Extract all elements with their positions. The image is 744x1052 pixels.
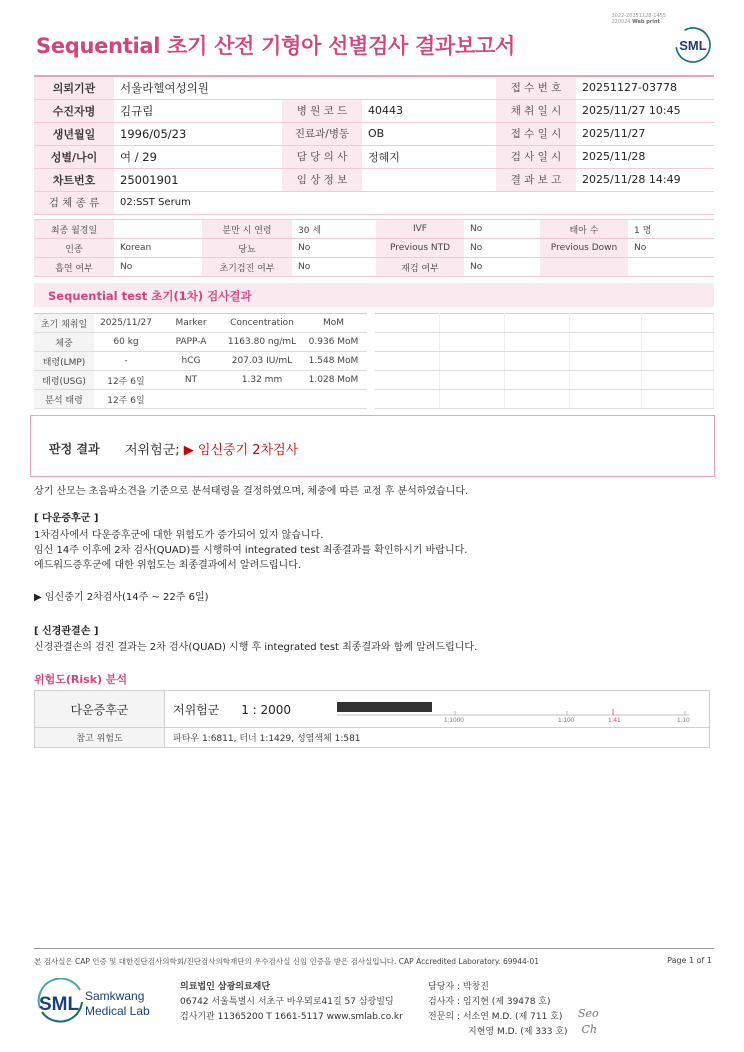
results-cell: 태령(LMP) <box>34 352 94 371</box>
clinical-value: 1 명 <box>628 220 714 239</box>
signature: Seo Ch <box>578 1007 599 1036</box>
print-id <box>611 13 666 25</box>
clinical-value <box>114 220 202 239</box>
blank-cell <box>642 371 714 390</box>
blank-cell <box>505 390 570 409</box>
staff-tester: 검사자 : 임지현 (제 39478 호) <box>428 997 551 1007</box>
risk-group-cell <box>165 691 337 728</box>
risk-label-41: 1:41 <box>607 717 621 724</box>
blank-cell <box>505 333 570 352</box>
info-label: 차트번호 <box>34 168 114 191</box>
risk-label-100: 1:100 <box>557 717 574 724</box>
results-cell: - <box>94 352 158 371</box>
second-test-note: ▶ 임신중기 2차검사(14주 ~ 22주 6일) <box>34 592 209 603</box>
info-label: 수진자명 <box>34 99 114 122</box>
clinical-info-table <box>34 219 714 277</box>
org-name: 의료법인 삼광의료재단 <box>180 982 271 992</box>
info-label: 접 수 번 호 <box>496 76 576 99</box>
clinical-value: No <box>464 220 540 239</box>
info-value: 서울라헬여성의원 <box>114 76 282 99</box>
blank-cell <box>440 352 505 371</box>
results-table-blank <box>375 313 714 409</box>
results-cell: 60 kg <box>94 333 158 352</box>
results-cell: 12주 6일 <box>94 371 158 390</box>
blank-cell <box>375 371 440 390</box>
clinical-label: 흡연 여부 <box>34 258 114 277</box>
risk-ratio: 1 : 2000 <box>241 702 292 717</box>
ref-risk-label: 참고 위험도 <box>35 728 165 748</box>
clinical-label: 분만 시 연령 <box>202 220 292 239</box>
blank-cell <box>505 314 570 333</box>
blank-cell <box>375 352 440 371</box>
blank-cell <box>440 314 505 333</box>
clinical-label: 최종 월경일 <box>34 220 114 239</box>
info-value: 1996/05/23 <box>114 122 282 145</box>
lab-info <box>180 980 403 1025</box>
clinical-label: 당뇨 <box>202 239 292 258</box>
ntd-heading: [ 신경관결손 ] <box>34 626 99 637</box>
blank-cell <box>642 314 714 333</box>
blank-cell <box>570 390 642 409</box>
results-cell: 0.936 MoM <box>300 333 367 352</box>
info-value: 2025/11/27 10:45 <box>576 99 714 122</box>
clinical-value: No <box>292 239 376 258</box>
results-cell: 1.32 mm <box>224 371 300 390</box>
info-value: 김규림 <box>114 99 282 122</box>
risk-label-1000: 1:1000 <box>443 717 464 724</box>
info-label: 의뢰기관 <box>34 76 114 99</box>
info-value <box>362 168 496 191</box>
results-cell: PAPP-A <box>158 333 224 352</box>
clinical-label <box>540 258 628 277</box>
down-syndrome-heading: [ 다운증후군 ] <box>34 513 99 524</box>
print-id-line2: 220024 <box>611 19 631 25</box>
footer-divider <box>34 948 714 949</box>
print-tag: Web print <box>632 19 660 25</box>
clinical-value: Korean <box>114 239 202 258</box>
info-label: 담 당 의 사 <box>282 145 362 168</box>
blank-cell <box>570 333 642 352</box>
clinical-value: No <box>628 239 714 258</box>
info-label: 성별/나이 <box>34 145 114 168</box>
specimen-label: 검 체 종 류 <box>34 191 114 214</box>
judgement-result: 저위험군; <box>125 443 180 458</box>
section-title: Sequential test 초기(1차) 검사결과 <box>48 289 252 303</box>
info-label: 채 취 일 시 <box>496 99 576 122</box>
section-header <box>34 283 714 307</box>
info-value: 2025/11/27 <box>576 122 714 145</box>
page-title: Sequential 초기 산전 기형아 선별검사 결과보고서 <box>36 34 515 58</box>
clinical-value: 30 세 <box>292 220 376 239</box>
info-value: OB <box>362 122 496 145</box>
clinical-value: No <box>464 258 540 277</box>
results-cell: NT <box>158 371 224 390</box>
info-label: 병 원 코 드 <box>282 99 362 122</box>
lab-contact: 검사기관 11365200 T 1661-5117 www.smlab.co.kr <box>180 1012 403 1022</box>
blank-cell <box>570 314 642 333</box>
samkwang-logo <box>36 978 162 1028</box>
specimen-value: 02:SST Serum <box>114 191 714 214</box>
staff-manager: 담당자 : 박창진 <box>428 982 489 992</box>
blank-cell <box>570 352 642 371</box>
judgement-box <box>30 415 715 477</box>
blank-cell <box>375 314 440 333</box>
patient-info-table <box>34 75 714 215</box>
risk-scale <box>337 691 697 724</box>
info-label: 진료과/병동 <box>282 122 362 145</box>
down-syndrome-line3: 에드워드증후군에 대한 위험도는 최종결과에서 알려드립니다. <box>34 560 302 571</box>
results-cell: 태령(USG) <box>34 371 94 390</box>
risk-table <box>34 690 710 748</box>
blank-cell <box>375 390 440 409</box>
blank-cell <box>505 371 570 390</box>
clinical-label: 태아 수 <box>540 220 628 239</box>
print-id-line1: 3022-20251128-1455 <box>611 13 666 19</box>
clinical-label: 재검 여부 <box>376 258 464 277</box>
clinical-value <box>628 258 714 277</box>
risk-scale-cell <box>337 691 710 728</box>
risk-condition: 다운증후군 <box>35 691 165 728</box>
sml-logo <box>674 26 712 64</box>
results-cell <box>224 390 300 409</box>
info-value: 2025/11/28 <box>576 145 714 168</box>
results-cell: 1.028 MoM <box>300 371 367 390</box>
info-label: 검 사 일 시 <box>496 145 576 168</box>
logo-line2: Medical Lab <box>85 1004 150 1018</box>
page-number: Page 1 of 1 <box>667 956 712 965</box>
blank-cell <box>642 352 714 371</box>
clinical-label: Previous NTD <box>376 239 464 258</box>
blank-cell <box>642 333 714 352</box>
info-value: 여 / 29 <box>114 145 282 168</box>
clinical-label: 초기검진 여부 <box>202 258 292 277</box>
blank-cell <box>505 352 570 371</box>
results-cell: 12주 6일 <box>94 390 158 409</box>
results-cell <box>158 390 224 409</box>
logo-brand: SML <box>39 994 80 1015</box>
info-value: 정혜지 <box>362 145 496 168</box>
blank-cell <box>375 333 440 352</box>
results-header-cell: Marker <box>158 314 224 333</box>
risk-title: 위험도(Risk) 분석 <box>34 673 128 686</box>
blank-cell <box>440 333 505 352</box>
clinical-value: No <box>292 258 376 277</box>
sml-logo-text: SML <box>679 38 707 53</box>
results-header-cell: 2025/11/27 <box>94 314 158 333</box>
staff-specialist1: 전문의 : 서소연 M.D. (제 711 호) <box>428 1012 563 1022</box>
info-value: 20251127-03778 <box>576 76 714 99</box>
info-label: 접 수 일 시 <box>496 122 576 145</box>
results-table <box>34 313 367 409</box>
results-cell: 1.548 MoM <box>300 352 367 371</box>
staff-list <box>428 980 568 1040</box>
results-cell <box>300 390 367 409</box>
analysis-basis-note: 상기 산모는 초음파소견을 기준으로 분석태령을 결정하였으며, 체중에 따른 교정 후 분석하였습니다. <box>34 486 469 497</box>
info-label: 결 과 보 고 <box>496 168 576 191</box>
info-label: 임 상 정 보 <box>282 168 362 191</box>
down-syndrome-line1: 1차검사에서 다운증후군에 대한 위험도가 증가되어 있지 않습니다. <box>34 530 324 541</box>
logo-line1: Samkwang <box>85 989 145 1003</box>
info-value: 25001901 <box>114 168 282 191</box>
clinical-value: No <box>114 258 202 277</box>
judgement-action: 임신중기 2차검사 <box>197 443 299 458</box>
clinical-label: 인종 <box>34 239 114 258</box>
judgement-value <box>125 439 298 458</box>
blank-cell <box>440 390 505 409</box>
results-cell: 207.03 IU/mL <box>224 352 300 371</box>
results-header-cell: 초기 채취일 <box>34 314 94 333</box>
info-value: 2025/11/28 14:49 <box>576 168 714 191</box>
blank-cell <box>642 390 714 409</box>
clinical-label: IVF <box>376 220 464 239</box>
blank-cell <box>440 371 505 390</box>
arrow-icon: ▶ <box>183 443 194 458</box>
lab-address: 06742 서울특별시 서초구 바우뫼로41길 57 삼광빌딩 <box>180 997 394 1007</box>
results-cell: 1163.80 ng/mL <box>224 333 300 352</box>
risk-label-10: 1:10 <box>676 717 690 724</box>
down-syndrome-line2: 임신 14주 이후에 2차 검사(QUAD)를 시행하여 integrated test 최종결과를 확인하시기 바랍니다. <box>34 545 468 556</box>
risk-group: 저위험군 <box>173 702 220 717</box>
clinical-value: No <box>464 239 540 258</box>
clinical-label: Previous Down <box>540 239 628 258</box>
results-cell: hCG <box>158 352 224 371</box>
info-label: 생년월일 <box>34 122 114 145</box>
accreditation-note: 본 검사실은 CAP 인증 및 대한진단검사의학회/진단검사의학재단의 우수검사실 신임 인증을 받은 검사실입니다. CAP Accredited Laboratory. 69944-01 <box>34 957 540 966</box>
results-cell: 체중 <box>34 333 94 352</box>
blank-cell <box>570 371 642 390</box>
results-header-cell: Concentration <box>224 314 300 333</box>
judgement-label: 판정 결과 <box>49 442 100 456</box>
info-value: 40443 <box>362 99 496 122</box>
results-header-cell: MoM <box>300 314 367 333</box>
ntd-line1: 신경관결손의 검진 결과는 2차 검사(QUAD) 시행 후 integrated test 최종결과와 함께 알려드립니다. <box>34 642 478 653</box>
ref-risk-value: 파타우 1:6811, 터너 1:1429, 성염색체 1:581 <box>165 728 710 748</box>
staff-specialist2: 지현영 M.D. (제 333 호) <box>468 1027 568 1037</box>
risk-bar <box>337 702 432 712</box>
results-cell: 분석 태령 <box>34 390 94 409</box>
